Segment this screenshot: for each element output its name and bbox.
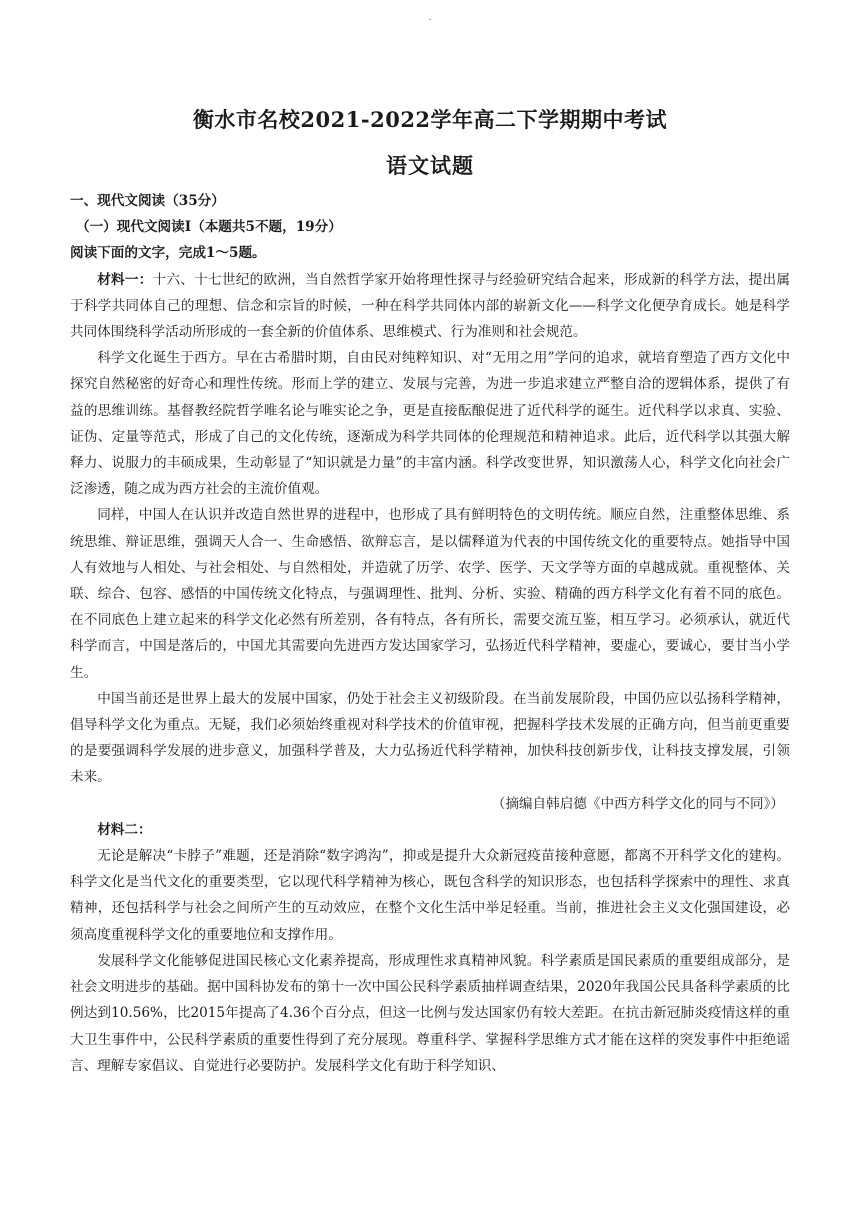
subsection-heading: （一）现代文阅读Ⅰ（本题共5不题，19分） — [76, 219, 342, 236]
material1-p1-text: 十六、十七世纪的欧洲，当自然哲学家开始将理性探寻与经验研究结合起来，形成新的科学方法，提出属于科学共同体自己的理想、信念和宗旨的时候，一种在科学共同体内部的崭新文化——科学文化便孕育成长。她是科学共同体围绕科学活动所形成的一套全新的价值体系、思维模式、行为准则和社会规范。 — [70, 271, 791, 341]
material1-source: （摘编自韩启德《中西方科学文化的同与不同》） — [491, 795, 784, 812]
exam-content — [70, 188, 790, 1079]
material2-paragraph-1: 无论是解决“卡脖子”难题，还是消除“数字鸿沟”，抑或是提升大众新冠疫苗接种意愿，都离不开科学文化的建构。科学文化是当代文化的重要类型，它以现代科学精神为核心，既包含科学的知识形态，也包括科学探索中的理性、求真精神，还包括科学与社会之间所产生的互动效应，在整个文化生活中举足轻重。当前，推进社会主义文化强国建设，必须高度重视科学文化的重要地位和支撑作用。 — [70, 848, 790, 943]
material1-paragraph-4: 中国当前还是世界上最大的发展中国家，仍处于社会主义初级阶段。在当前发展阶段，中国仍应以弘扬科学精神，倡导科学文化为重点。无疑，我们必须始终重视对科学技术的价值审视，把握科学技术发展的正确方向，但当前更重要的是要强调科学发展的进步意义，加强科学普及，大力弘扬近代科学精神，加快科技创新步伐，让科技支撑发展，引领未来。 — [70, 690, 790, 786]
material1-paragraph-1 — [70, 267, 790, 346]
section-heading: 一、现代文阅读（35分） — [70, 193, 225, 209]
material1-paragraph-2: 科学文化诞生于西方。早在古希腊时期，自由民对纯粹知识、对“无用之用”学问的追求，就培育塑造了西方文化中探究自然秘密的好奇心和理性传统。形而上学的建立、发展与完善，为进一步追求建立严整自洽的逻辑体系，提供了有益的思维训练。基督教经院哲学唯名论与唯实论之争，更是直接酝酿促进了近代科学的诞生。近代科学以求真、实验、证伪、定量等范式，形成了自己的文化传统，逐渐成为科学共同体的伦理规范和精神追求。此后，近代科学以其强大解释力、说服力的丰硕成果，生动彰显了“知识就是力量”的丰富内涵。科学改变世界，知识激荡人心，科学文化向社会广泛渗透，随之成为西方社会的主流价值观。 — [70, 350, 790, 498]
material1-paragraph-3: 同样，中国人在认识并改造自然世界的进程中，也形成了具有鲜明特色的文明传统。顺应自然，注重整体思维、系统思维、辩证思维，强调天人合一、生命感悟、欲辩忘言，是以儒释道为代表的中国传统文化的重要特点。她指导中国人有效地与人相处、与社会相处、与自然相处，并造就了历学、农学、医学、天文学等方面的卓越成就。重视整体、关联、综合、包容、感悟的中国传统文化特点，与强调理性、批判、分析、实验、精确的西方科学文化有着不同的底色。在不同底色上建立起来的科学文化必然有所差别，各有特点，各有所长，需要交流互鉴，相互学习。必须承认，就近代科学而言，中国是落后的，中国尤其需要向先进西方发达国家学习，弘扬近代科学精神，要虚心，要诚心，要甘当小学生。 — [70, 507, 790, 681]
material2-paragraph-2: 发展科学文化能够促进国民核心文化素养提高，形成理性求真精神风貌。科学素质是国民素质的重要组成部分，是社会文明进步的基础。据中国科协发布的第十一次中国公民科学素质抽样调查结果，2020年我国公民具备科学素质的比例达到10.56%，比2015年提高了4.36个百分点，但这一比例与发达国家仍有较大差距。在抗击新冠肺炎疫情这样的重大卫生事件中，公民科学素质的重要性得到了充分展现。尊重科学、掌握科学思维方式才能在这样的突发事件中拒绝谣言、理解专家倡议、自觉进行必要防护。发展科学文化有助于科学知识、 — [70, 952, 790, 1074]
reading-instruction: 阅读下面的文字，完成1～5题。 — [70, 245, 266, 262]
page-top-mark: . — [428, 12, 432, 23]
material1-label: 材料一： — [97, 271, 153, 288]
exam-title: 衡水市名校2021-2022学年高二下学期期中考试 — [192, 107, 668, 132]
material2-label: 材料二： — [97, 821, 152, 838]
exam-subtitle: 语文试题 — [386, 153, 474, 178]
